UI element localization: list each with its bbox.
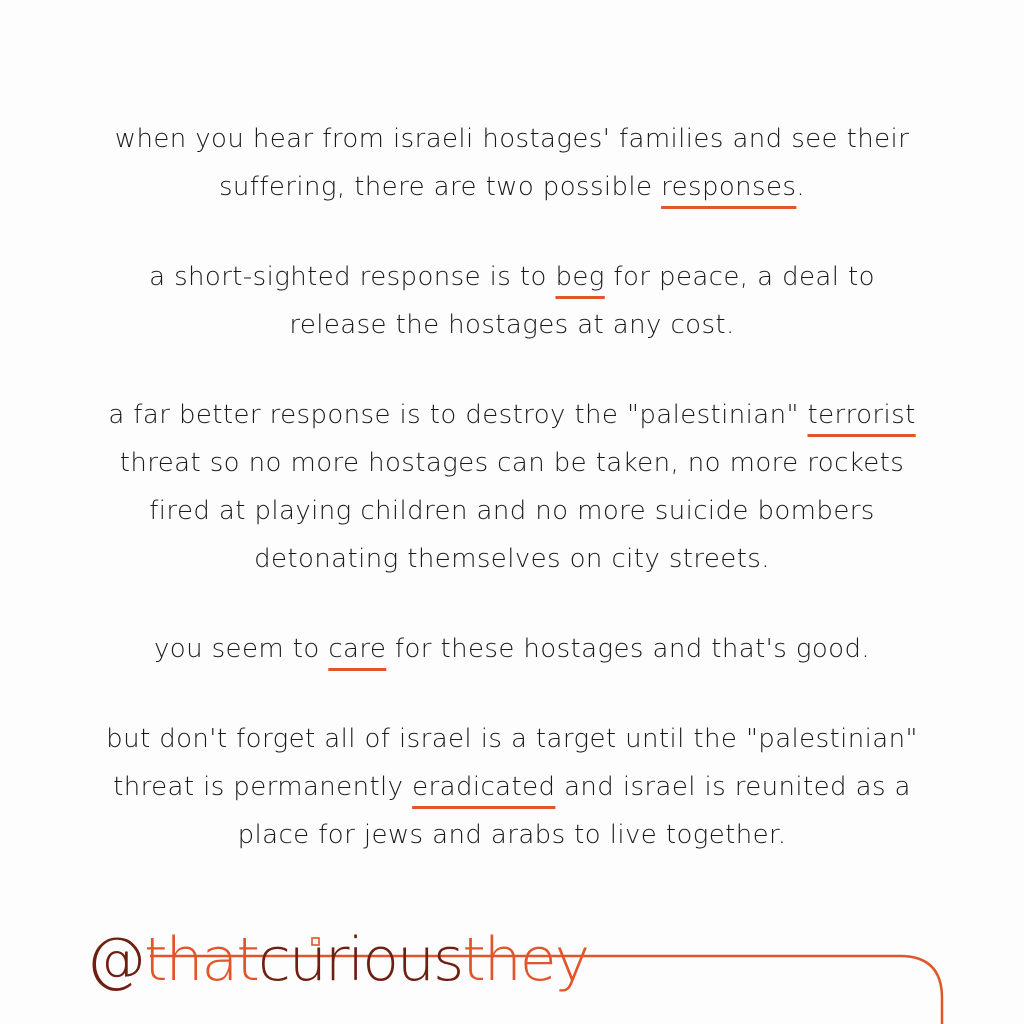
- brand-that: that: [144, 925, 258, 995]
- text-line: [0, 811, 1024, 859]
- text-segment: for peace, a deal to: [604, 262, 875, 292]
- text-segment: when you hear from israeli hostages' families and see their: [114, 124, 910, 154]
- underlined-keyword: terrorist: [807, 400, 916, 430]
- text-segment: threat is permanently: [113, 772, 413, 802]
- text-segment: detonating themselves on city streets.: [254, 544, 770, 574]
- text-line: [0, 163, 1024, 211]
- paragraph: [0, 625, 1024, 673]
- text-segment: fired at playing children and no more suicide bombers: [149, 496, 875, 526]
- text-line: [0, 715, 1024, 763]
- text-line: [0, 625, 1024, 673]
- underlined-keyword: responses: [661, 172, 797, 202]
- text-segment: but don't forget all of israel is a target until the "palestinian": [106, 724, 918, 754]
- text-segment: place for jews and arabs to live together.: [237, 820, 787, 850]
- text-line: [0, 115, 1024, 163]
- text-segment: threat so no more hostages can be taken, no more rockets: [119, 448, 905, 478]
- underlined-keyword: eradicated: [412, 772, 556, 802]
- underlined-keyword: care: [328, 634, 387, 664]
- post-body: [0, 115, 1024, 901]
- text-line: [0, 301, 1024, 349]
- text-segment: suffering, there are two possible: [218, 172, 662, 202]
- brand-at-sign: @: [86, 925, 144, 995]
- text-line: [0, 391, 1024, 439]
- paragraph: [0, 391, 1024, 583]
- paragraph: [0, 253, 1024, 349]
- text-line: [0, 763, 1024, 811]
- brand-curious: curious: [257, 925, 463, 995]
- text-segment: .: [796, 172, 806, 202]
- text-line: [0, 439, 1024, 487]
- text-line: [0, 535, 1024, 583]
- brand-they: they: [462, 925, 589, 995]
- text-segment: a short-sighted response is to: [149, 262, 556, 292]
- underlined-keyword: beg: [555, 262, 605, 292]
- text-segment: and israel is reunited as a: [555, 772, 911, 802]
- text-segment: release the hostages at any cost.: [289, 310, 735, 340]
- text-segment: a far better response is to destroy the "palestinian": [108, 400, 808, 430]
- brand-handle: [86, 920, 588, 1010]
- text-segment: you seem to: [153, 634, 329, 664]
- text-line: [0, 253, 1024, 301]
- paragraph: [0, 715, 1024, 859]
- text-line: [0, 487, 1024, 535]
- text-segment: for these hostages and that's good.: [386, 634, 871, 664]
- paragraph: [0, 115, 1024, 211]
